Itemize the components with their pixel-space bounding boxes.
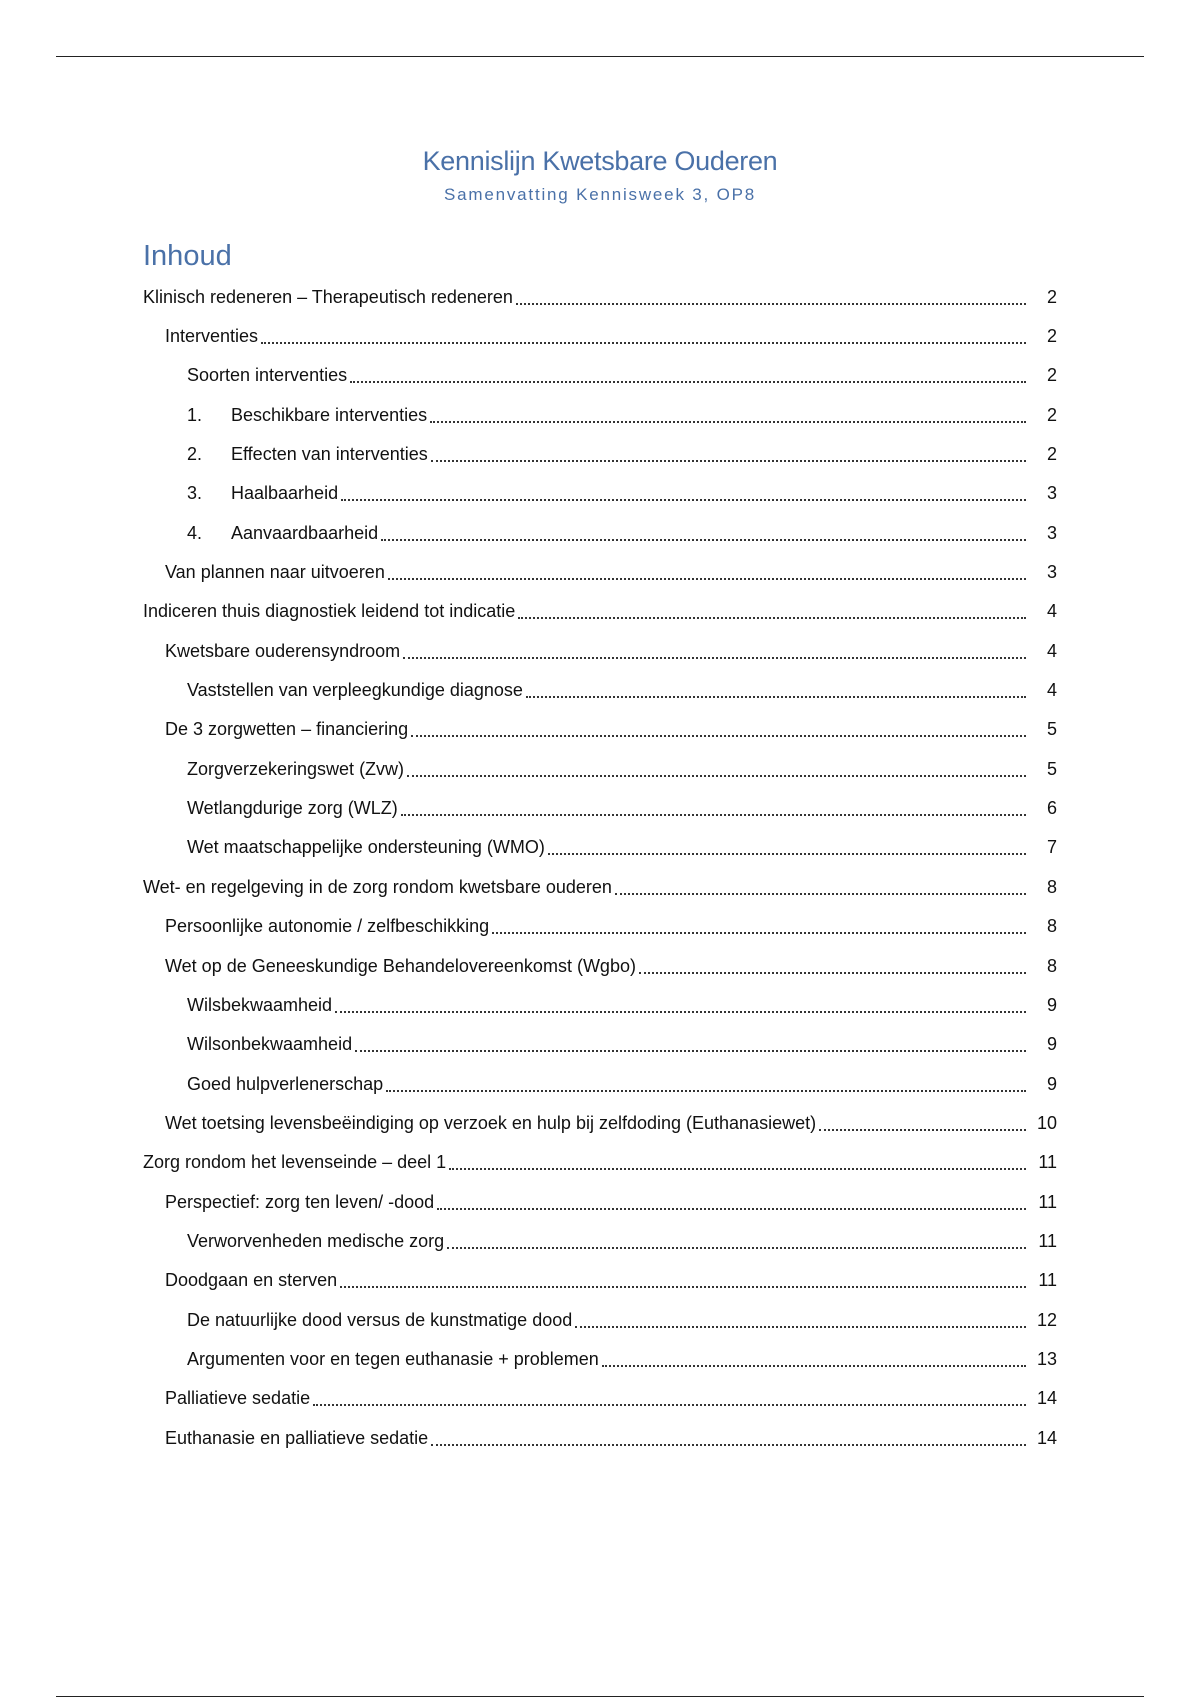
toc-entry-label: Indiceren thuis diagnostiek leidend tot indicatie	[143, 601, 516, 622]
toc-entry-page-number: 2	[1046, 444, 1057, 465]
toc-entry[interactable]	[0, 277, 1200, 316]
toc-entry[interactable]	[0, 552, 1200, 591]
toc-dot-leader	[335, 1011, 1026, 1013]
toc-dot-leader	[548, 853, 1026, 855]
toc-entry-label: Verworvenheden medische zorg	[187, 1230, 445, 1251]
toc-entry-number: 2.	[187, 444, 203, 465]
toc-dot-leader	[381, 539, 1026, 541]
toc-dot-leader	[388, 578, 1026, 580]
document-subtitle: Samenvatting Kennisweek 3, OP8	[444, 185, 756, 204]
toc-entry[interactable]	[0, 316, 1200, 355]
toc-dot-leader	[639, 972, 1026, 974]
toc-dot-leader	[602, 1365, 1026, 1367]
toc-entry-label: Euthanasie en palliatieve sedatie	[165, 1427, 429, 1448]
toc-entry-page-number: 2	[1046, 404, 1057, 425]
toc-dot-leader	[261, 342, 1026, 344]
toc-entry-label: Perspectief: zorg ten leven/ -dood	[165, 1191, 435, 1212]
toc-dot-leader	[350, 381, 1026, 383]
toc-entry[interactable]	[0, 946, 1200, 985]
toc-entry[interactable]	[0, 356, 1200, 395]
toc-entry[interactable]	[0, 631, 1200, 670]
toc-entry-label: Van plannen naar uitvoeren	[165, 562, 385, 583]
toc-entry-label: Palliatieve sedatie	[165, 1388, 311, 1409]
toc-entry-page-number: 6	[1046, 798, 1057, 819]
toc-entry[interactable]	[0, 434, 1200, 473]
document-title: Kennislijn Kwetsbare Ouderen	[422, 146, 778, 176]
toc-entry-page-number: 5	[1046, 758, 1057, 779]
toc-entry[interactable]	[0, 1143, 1200, 1182]
toc-dot-leader	[313, 1404, 1026, 1406]
toc-entry-label: Wet maatschappelijke ondersteuning (WMO)	[187, 837, 545, 858]
toc-entry-page-number: 3	[1046, 562, 1057, 583]
toc-entry[interactable]	[0, 710, 1200, 749]
toc-entry-label: Wet toetsing levensbeëindiging op verzoek en hulp bij zelfdoding (Euthanasiewet)	[165, 1112, 817, 1133]
toc-entry-label: Wilsonbekwaamheid	[187, 1034, 353, 1055]
table-of-contents	[0, 277, 1200, 1457]
toc-entry-label: De natuurlijke dood versus de kunstmatige dood	[187, 1309, 573, 1330]
toc-entry[interactable]	[0, 1300, 1200, 1339]
toc-dot-leader	[449, 1168, 1026, 1170]
toc-entry-label: Zorg rondom het levenseinde – deel 1	[143, 1152, 447, 1173]
toc-dot-leader	[407, 775, 1026, 777]
toc-entry-label: Persoonlijke autonomie / zelfbeschikking	[165, 916, 490, 937]
toc-entry-label: Wet op de Geneeskundige Behandelovereenkomst (Wgbo)	[165, 955, 636, 976]
toc-dot-leader	[526, 696, 1026, 698]
toc-entry[interactable]	[0, 1339, 1200, 1378]
toc-entry[interactable]	[0, 1418, 1200, 1457]
toc-entry-label: Beschikbare interventies	[231, 404, 428, 425]
toc-entry-label: Kwetsbare ouderensyndroom	[165, 640, 401, 661]
toc-entry[interactable]	[0, 1379, 1200, 1418]
toc-entry[interactable]	[0, 1261, 1200, 1300]
toc-entry-page-number: 11	[1038, 1152, 1057, 1173]
toc-entry-page-number: 2	[1046, 365, 1057, 386]
toc-entry-page-number: 2	[1046, 326, 1057, 347]
toc-entry[interactable]	[0, 788, 1200, 827]
toc-entry-page-number: 12	[1036, 1309, 1057, 1330]
toc-entry-label: Goed hulpverlenerschap	[187, 1073, 384, 1094]
toc-entry-page-number: 4	[1046, 680, 1057, 701]
toc-dot-leader	[575, 1326, 1026, 1328]
toc-entry-page-number: 9	[1046, 994, 1057, 1015]
toc-entry[interactable]	[0, 907, 1200, 946]
toc-entry-page-number: 7	[1046, 837, 1057, 858]
toc-entry-label: Vaststellen van verpleegkundige diagnose	[187, 680, 523, 701]
toc-dot-leader	[355, 1050, 1026, 1052]
toc-heading: Inhoud	[143, 240, 232, 272]
toc-entry-label: Haalbaarheid	[231, 483, 339, 504]
footer-rule	[56, 1696, 1144, 1697]
toc-entry[interactable]	[0, 670, 1200, 709]
toc-entry-page-number: 4	[1046, 601, 1057, 622]
toc-entry[interactable]	[0, 513, 1200, 552]
toc-dot-leader	[516, 303, 1026, 305]
toc-entry[interactable]	[0, 1103, 1200, 1142]
toc-dot-leader	[431, 1444, 1026, 1446]
toc-entry-page-number: 3	[1046, 483, 1057, 504]
header-rule	[56, 56, 1144, 57]
toc-dot-leader	[386, 1090, 1026, 1092]
toc-entry-label: Wetlangdurige zorg (WLZ)	[187, 798, 398, 819]
toc-dot-leader	[819, 1129, 1026, 1131]
toc-entry[interactable]	[0, 1064, 1200, 1103]
toc-entry-label: Interventies	[165, 326, 259, 347]
toc-entry-page-number: 13	[1036, 1348, 1057, 1369]
toc-dot-leader	[341, 499, 1026, 501]
toc-entry[interactable]	[0, 474, 1200, 513]
toc-entry-page-number: 9	[1046, 1034, 1057, 1055]
toc-entry-label: De 3 zorgwetten – financiering	[165, 719, 409, 740]
toc-entry[interactable]	[0, 867, 1200, 906]
toc-dot-leader	[340, 1286, 1026, 1288]
toc-entry[interactable]	[0, 749, 1200, 788]
toc-entry-page-number: 10	[1036, 1112, 1057, 1133]
toc-entry-page-number: 11	[1038, 1270, 1057, 1291]
toc-entry[interactable]	[0, 1182, 1200, 1221]
toc-entry-number: 4.	[187, 522, 203, 543]
toc-dot-leader	[447, 1247, 1026, 1249]
toc-entry-label: Wilsbekwaamheid	[187, 994, 333, 1015]
toc-dot-leader	[411, 735, 1026, 737]
toc-entry[interactable]	[0, 592, 1200, 631]
toc-entry-label: Aanvaardbaarheid	[231, 522, 379, 543]
toc-entry-number: 3.	[187, 483, 203, 504]
toc-entry-page-number: 9	[1046, 1073, 1057, 1094]
toc-entry[interactable]	[0, 1221, 1200, 1260]
toc-dot-leader	[615, 893, 1026, 895]
toc-entry[interactable]	[0, 1025, 1200, 1064]
toc-entry-page-number: 8	[1046, 955, 1057, 976]
toc-entry-label: Wet- en regelgeving in de zorg rondom kwetsbare ouderen	[143, 876, 612, 897]
toc-entry-label: Klinisch redeneren – Therapeutisch redeneren	[143, 286, 513, 307]
toc-entry[interactable]	[0, 828, 1200, 867]
toc-entry[interactable]	[0, 985, 1200, 1024]
toc-dot-leader	[518, 617, 1026, 619]
toc-entry-label: Soorten interventies	[187, 365, 348, 386]
toc-entry-page-number: 11	[1038, 1191, 1057, 1212]
toc-entry-page-number: 4	[1046, 640, 1057, 661]
toc-entry-page-number: 8	[1046, 916, 1057, 937]
toc-entry-page-number: 14	[1036, 1427, 1057, 1448]
toc-entry-number: 1.	[187, 404, 203, 425]
toc-entry-page-number: 11	[1038, 1230, 1057, 1251]
toc-entry-page-number: 14	[1036, 1388, 1057, 1409]
toc-dot-leader	[403, 657, 1026, 659]
toc-dot-leader	[437, 1208, 1026, 1210]
toc-dot-leader	[431, 460, 1026, 462]
toc-entry-page-number: 3	[1046, 522, 1057, 543]
toc-entry-label: Zorgverzekeringswet (Zvw)	[187, 758, 405, 779]
toc-dot-leader	[430, 421, 1026, 423]
toc-entry-page-number: 8	[1046, 876, 1057, 897]
toc-entry[interactable]	[0, 395, 1200, 434]
toc-dot-leader	[401, 814, 1026, 816]
toc-entry-page-number: 2	[1046, 286, 1057, 307]
toc-entry-label: Effecten van interventies	[231, 444, 428, 465]
toc-entry-label: Argumenten voor en tegen euthanasie + problemen	[187, 1348, 599, 1369]
toc-entry-label: Doodgaan en sterven	[165, 1270, 338, 1291]
toc-entry-page-number: 5	[1046, 719, 1057, 740]
toc-dot-leader	[492, 932, 1026, 934]
